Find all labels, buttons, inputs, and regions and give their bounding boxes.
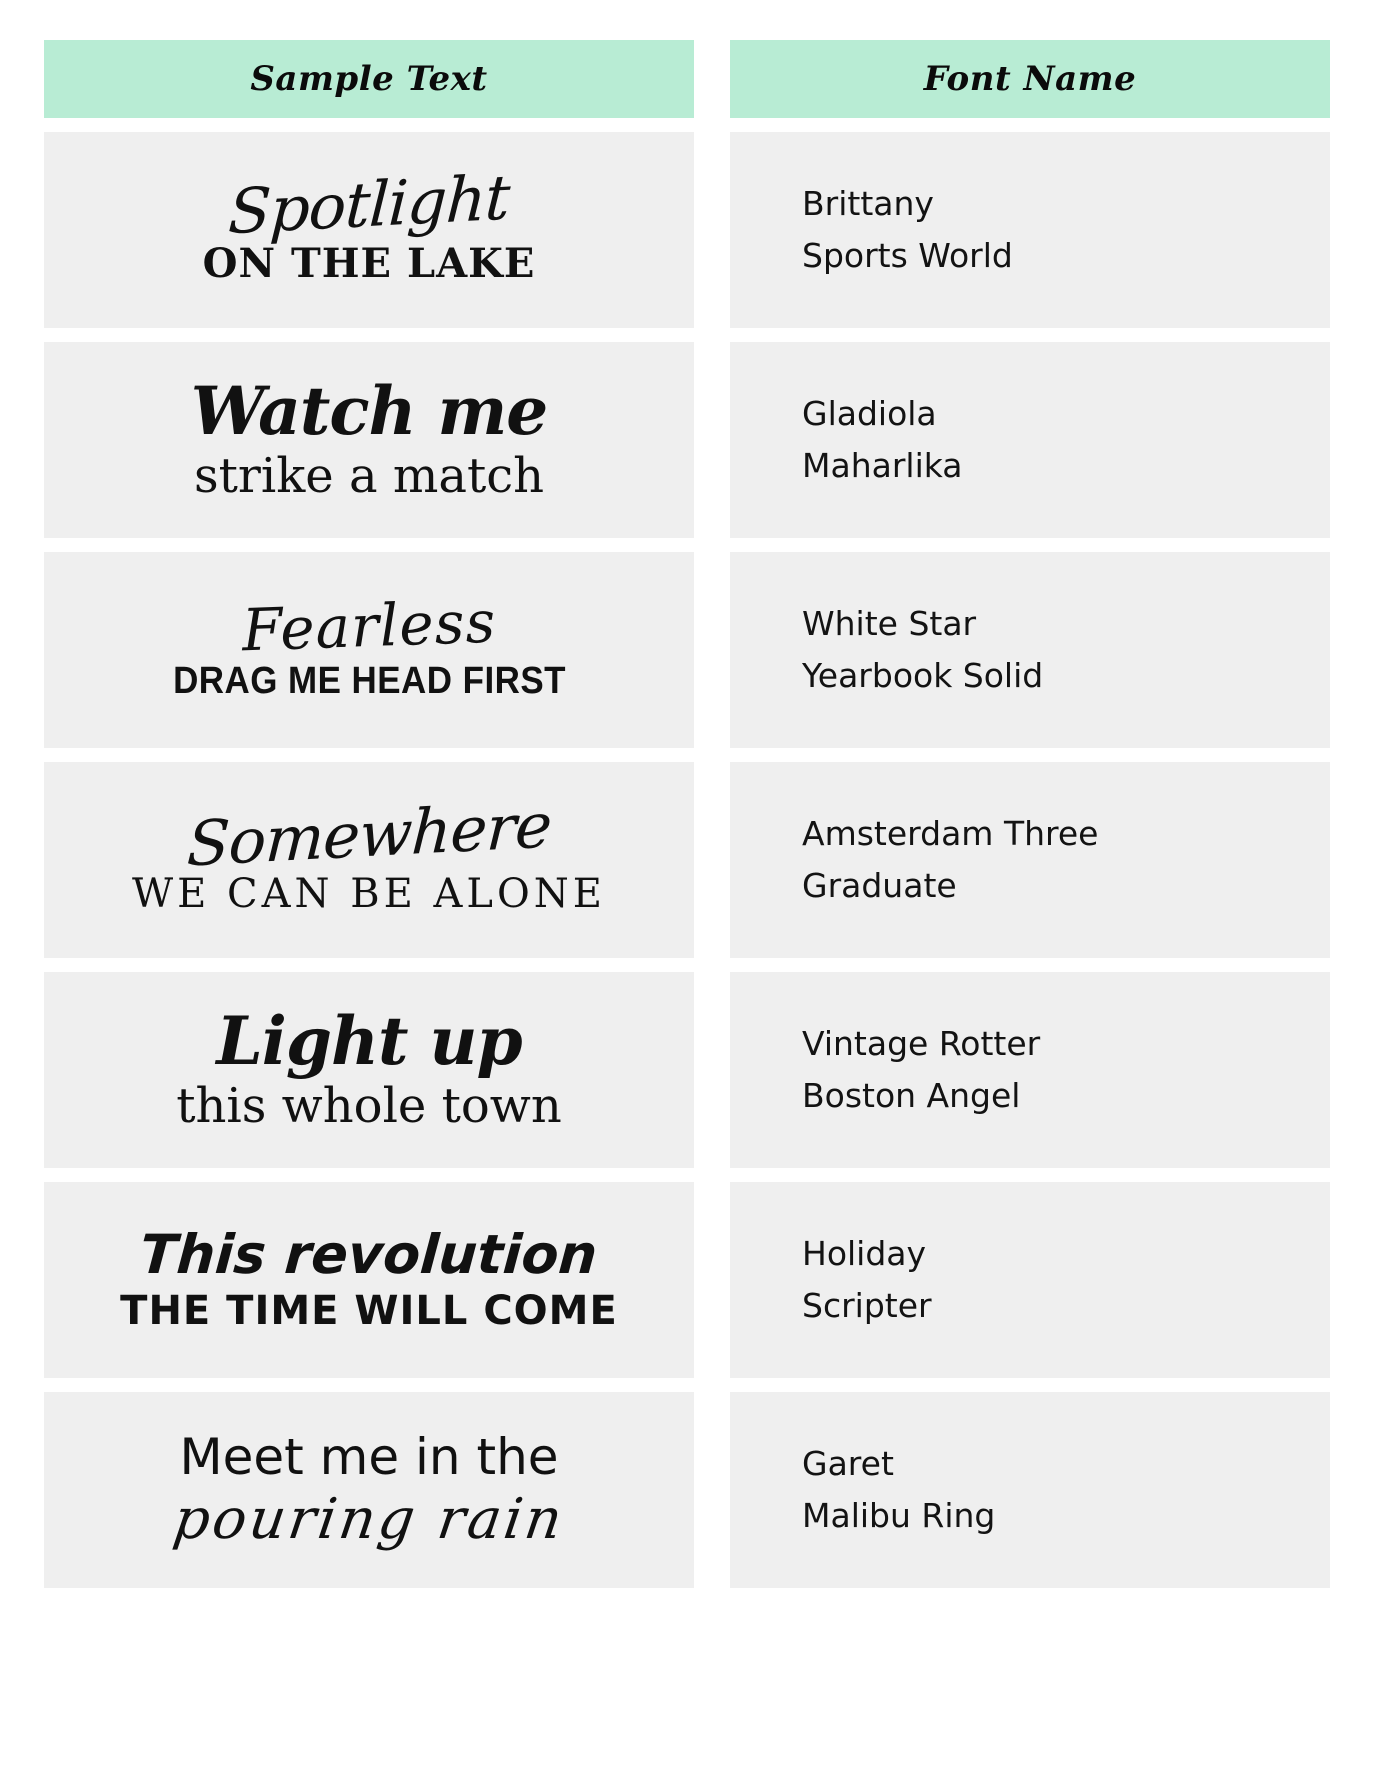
font-name-bottom: Boston Angel	[802, 1076, 1021, 1115]
sample-text-top: This revolution	[138, 1222, 600, 1286]
font-name-top: Amsterdam Three	[802, 813, 1099, 853]
font-name-bottom: Sports World	[802, 236, 1013, 275]
font-name-bottom: Malibu Ring	[802, 1496, 996, 1535]
font-name-top: Vintage Rotter	[802, 1023, 1041, 1063]
font-name-bottom: Maharlika	[802, 446, 963, 485]
sample-text-top: Light up	[216, 1001, 522, 1080]
table-row	[730, 1392, 1330, 1588]
table-row	[730, 972, 1330, 1168]
sample-text-bottom: DRAG ME HEAD FIRST	[172, 660, 566, 703]
font-name-top: White Star	[802, 603, 977, 643]
sample-text-top: Spotlight	[226, 160, 512, 249]
table-row	[730, 762, 1330, 958]
column-header-sample-text	[44, 40, 694, 118]
table-row	[730, 132, 1330, 328]
sample-text-bottom: WE CAN BE ALONE	[132, 871, 606, 917]
table-row	[44, 552, 694, 748]
font-name-bottom: Graduate	[802, 866, 957, 905]
sample-text-top: Fearless	[240, 587, 498, 665]
column-header-font-name-label: Font Name	[923, 59, 1137, 99]
sample-text-top: Watch me	[190, 371, 548, 450]
table-row	[44, 762, 694, 958]
font-table	[44, 40, 1330, 1588]
sample-text-top: Somewhere	[185, 788, 553, 881]
column-header-sample-text-label: Sample Text	[250, 59, 488, 99]
column-header-font-name	[730, 40, 1330, 118]
table-row	[730, 342, 1330, 538]
table-row	[44, 132, 694, 328]
sample-text-bottom: ON THE LAKE	[202, 240, 536, 287]
font-name-top: Gladiola	[802, 393, 937, 433]
font-name-bottom: Scripter	[802, 1286, 932, 1325]
font-name-top: Brittany	[802, 183, 934, 223]
table-row	[44, 1392, 694, 1588]
table-row	[44, 342, 694, 538]
table-row	[730, 1182, 1330, 1378]
table-row	[44, 1182, 694, 1378]
sample-text-bottom: strike a match	[193, 447, 545, 504]
table-row	[730, 552, 1330, 748]
sample-text-bottom: THE TIME WILL COME	[120, 1288, 618, 1335]
sample-text-top: Meet me in the	[179, 1428, 559, 1487]
font-name-bottom: Yearbook Solid	[802, 656, 1044, 695]
sample-text-bottom: this whole town	[176, 1077, 562, 1134]
font-name-top: Garet	[802, 1443, 894, 1483]
table-row	[44, 972, 694, 1168]
font-name-top: Holiday	[802, 1233, 927, 1273]
sample-text-bottom: pouring rain	[169, 1487, 569, 1553]
